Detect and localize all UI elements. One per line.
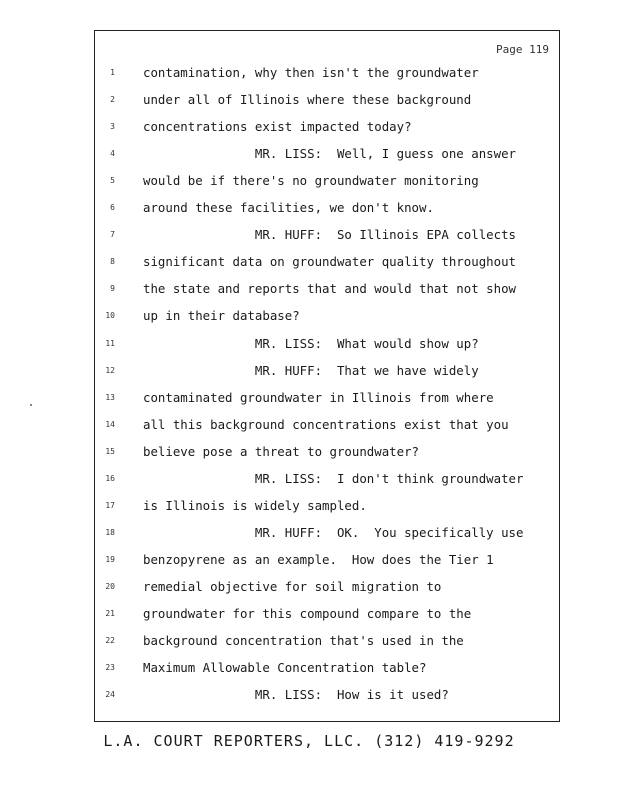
transcript-line: MR. LISS: I don't think groundwater	[143, 470, 524, 486]
transcript-line: up in their database?	[143, 308, 300, 324]
transcript-line: contamination, why then isn't the groundwater	[143, 65, 479, 80]
transcript-line: remedial objective for soil migration to	[143, 578, 442, 594]
line-number: 9	[110, 284, 115, 294]
line-number: 5	[110, 176, 115, 186]
line-number: 17	[105, 500, 115, 510]
line-number: 2	[110, 95, 115, 105]
transcript-page	[94, 30, 560, 722]
transcript-line: benzopyrene as an example. How does the Tier 1	[143, 551, 494, 567]
line-number: 18	[105, 527, 115, 537]
line-number: 11	[105, 338, 115, 348]
transcript-line: MR. HUFF: So Illinois EPA collects	[143, 227, 516, 243]
transcript-line: Maximum Allowable Concentration table?	[143, 660, 427, 676]
page-number: Page 119	[496, 43, 549, 56]
transcript-line: MR. HUFF: OK. You specifically use	[143, 524, 524, 540]
line-number: 20	[105, 581, 115, 591]
transcript-line: significant data on groundwater quality throughout	[143, 254, 516, 270]
line-number: 24	[105, 690, 115, 700]
scan-speck	[30, 404, 32, 406]
transcript-line: around these facilities, we don't know.	[143, 200, 434, 216]
line-number: 19	[105, 554, 115, 564]
line-number: 13	[105, 392, 115, 402]
line-number: 10	[105, 311, 115, 321]
line-number: 22	[105, 636, 115, 646]
transcript-line: MR. LISS: How is it used?	[143, 687, 449, 703]
transcript-line: contaminated groundwater in Illinois from where	[143, 389, 494, 405]
line-number: 14	[105, 419, 115, 429]
line-number: 12	[105, 365, 115, 375]
transcript-line: is Illinois is widely sampled.	[143, 497, 367, 513]
reporter-footer: L.A. COURT REPORTERS, LLC. (312) 419-9292	[103, 732, 515, 750]
transcript-line: MR. HUFF: That we have widely	[143, 362, 479, 378]
line-number: 3	[110, 122, 115, 132]
transcript-line: concentrations exist impacted today?	[143, 119, 412, 135]
line-number: 15	[105, 446, 115, 456]
transcript-line: the state and reports that and would that not show	[143, 281, 516, 297]
line-number: 1	[110, 68, 115, 77]
line-number: 6	[110, 203, 115, 213]
transcript-line: believe pose a threat to groundwater?	[143, 443, 420, 459]
transcript-line: under all of Illinois where these background	[143, 92, 472, 108]
line-number: 23	[105, 663, 115, 673]
line-number: 16	[105, 473, 115, 483]
line-number: 8	[110, 257, 115, 267]
transcript-line: groundwater for this compound compare to the	[143, 606, 472, 621]
transcript-line: MR. LISS: What would show up?	[143, 335, 479, 351]
transcript-line: all this background concentrations exist that you	[143, 416, 509, 432]
line-number: 21	[105, 609, 115, 618]
transcript-line: MR. LISS: Well, I guess one answer	[143, 146, 516, 162]
line-number: 7	[110, 230, 115, 240]
transcript-line: background concentration that's used in the	[143, 633, 464, 649]
transcript-line: would be if there's no groundwater monitoring	[143, 173, 479, 189]
line-number: 4	[110, 149, 115, 159]
